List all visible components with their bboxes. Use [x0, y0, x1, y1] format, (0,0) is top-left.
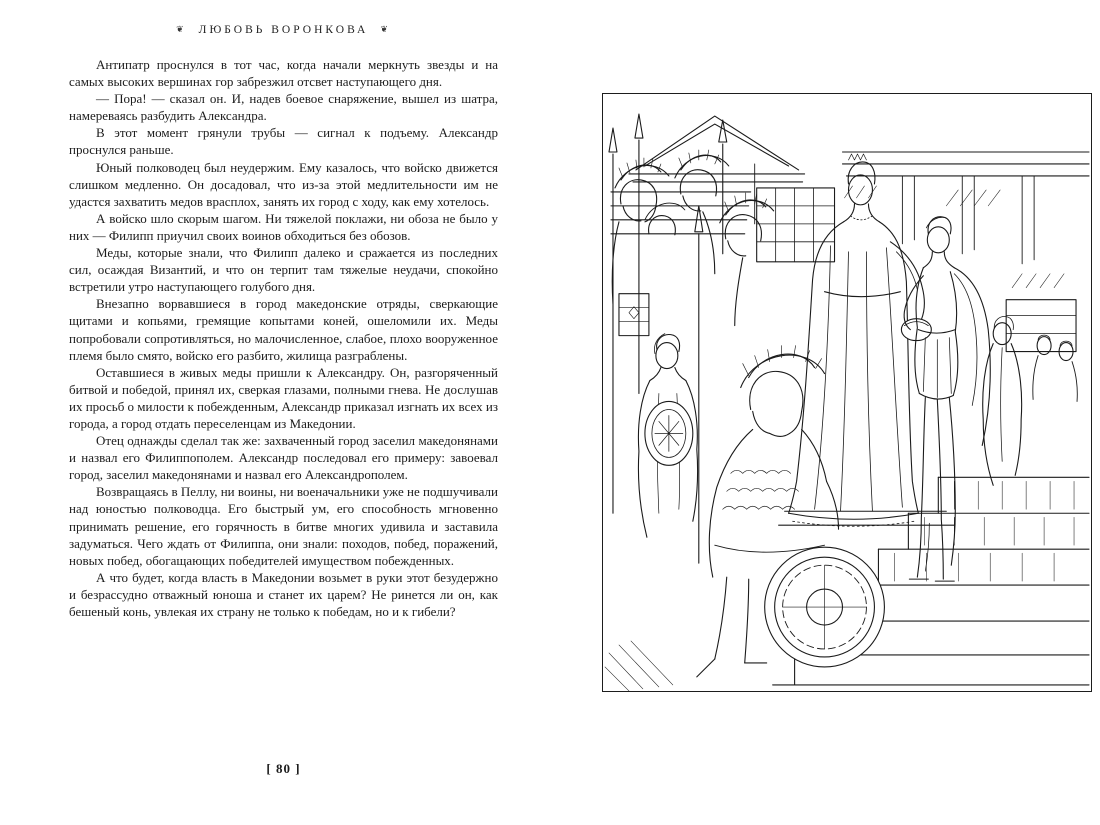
paragraph: А что будет, когда власть в Македонии возьмет в руки этот безудержно и безрассудно отважный юноша и станет их царем? Не ринется ли он, как бешеный конь, увлекая их страну не только к победам, но и к гибели?: [69, 569, 498, 619]
paragraph: Оставшиеся в живых меды пришли к Александру. Он, разгоряченный битвой и победой, принял их, сверкая глазами, полными гнева. Не дослушав их просьб о милости к побежденным, Александр приказал изгнать их всех из города, а город отдать переселенцам из Македонии.: [69, 364, 498, 431]
paragraph: Антипатр проснулся в тот час, когда начали меркнуть звезды и на самых высоких вершинах гор забрезжил отсвет наступающего дня.: [69, 57, 498, 90]
illustration-figure-warrior-left: [638, 206, 702, 563]
illustration-frame: [602, 93, 1092, 692]
body-text: [69, 56, 498, 620]
paragraph: Меды, которые знали, что Филипп далеко и сражается из последних сил, осаждая Византий, и что он терпит там тяжелые неудачи, спокойно встретили утро наступающего голубого дня.: [69, 245, 498, 295]
paragraph: — Пора! — сказал он. И, надев боевое снаряжение, вышел из шатра, намереваясь разбудить Александра.: [69, 91, 498, 124]
running-header: [69, 24, 498, 36]
paragraph: Юный полководец был неудержим. Ему казалось, что войско движется слишком медленно. Он досадовал, что из-за этой медлительности им не удастся захватить медов врасплох, занять их город с ходу, как ему хотелось.: [69, 159, 498, 209]
header-ornament-right-icon: ❦: [380, 25, 391, 35]
paragraph: Отец однажды сделал так же: захваченный город заселил македонянами и назвал его Филиппополем. Александр последовал его примеру: завоевал город, заселил македонянами и назвал его Александрополем.: [69, 433, 498, 483]
page-header-title: ЛЮБОВЬ ВОРОНКОВА: [198, 24, 369, 36]
illustration-engraving: [603, 94, 1091, 691]
paragraph: Возвращаясь в Пеллу, ни воины, ни военачальники уже не подшучивали над юностью полководца. Его быстрый ум, его способность мгновенно принимать решение, его горячность в битве многих удивила и заставила задуматься. Чего ждать от Филиппа, они знали: походов, побед, поражений, новых побед, обогащающих победителей имуществом побежденных.: [69, 484, 498, 568]
illustration-figure-queen: [789, 154, 932, 526]
header-ornament-left-icon: ❦: [176, 25, 187, 35]
page-number: [ 80 ]: [266, 761, 301, 776]
paragraph: Внезапно ворвавшиеся в город македонские отряды, сверкающие щитами и копьями, гремящие копытами коней, ошеломили их. Меды попробовали сопротивляться, но малочисленное, слабое, плохо вооруженное племя было смято, войско его разбито, жилища разграблены.: [69, 296, 498, 363]
paragraph: А войско шло скорым шагом. Ни тяжелой поклажи, ни обоза не было у них — Филипп приучил своих воинов обходиться без обозов.: [69, 210, 498, 243]
illustration-figures-right: [983, 317, 1078, 486]
paragraph: В этот момент грянули трубы — сигнал к подъему. Александр проснулся раньше.: [69, 125, 498, 158]
